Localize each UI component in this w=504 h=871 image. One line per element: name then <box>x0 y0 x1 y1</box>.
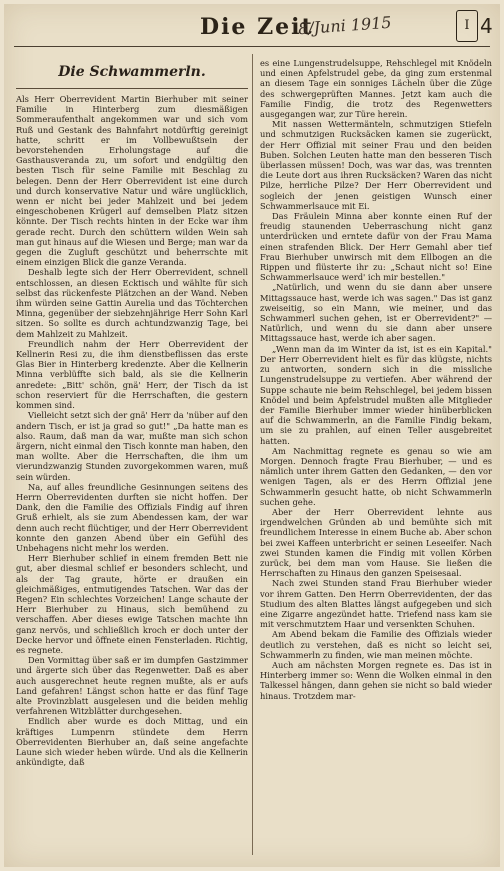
paragraph: „Natürlich, und wenn du sie dann aber unsere Mittagssauce hast, werde ich was sagen." Das ist ganz zweiseitig, so ein Mann, wie meiner, und das Schwammerl suchen gehen, ist er Oberrevident?" — Natürlich, und wenn du sie dann aber unsere Mittagssauce hast, werde ich aber sagen. <box>260 282 492 344</box>
newspaper-clipping <box>4 4 500 867</box>
page-number: 4 <box>480 14 493 38</box>
paragraph: es eine Lungenstrudelsuppe, Rehschlegel mit Knödeln und einen Apfelstrudel gebe, da ging zum erstenmal an diesem Tage ein sonniges Lächeln über die Züge des schwergeprüften Mannes. Jetzt kam auch die Familie Findig, die trotz des Regenwetters ausgegangen war, zur Türe herein. <box>260 58 492 120</box>
paragraph: Vielleicht setzt sich der gnä' Herr da 'nüber auf den andern Tisch, er ist ja grad so gut!" „Da hatte man es also. Raum, daß man da war, mußte man sich schon ärgern, nicht einmal den Tisch konnte man haben, den man wollte. Aber die Herrschaften, die ihm um vierundzwanzig Stunden zuvorgekommen waren, muß sein würden. <box>16 410 248 482</box>
column-divider <box>252 54 253 855</box>
header-rule <box>14 46 490 47</box>
paragraph: Als Herr Oberrevident Martin Bierhuber mit seiner Familie in Hinterberg zum diesmäßigen Sommeraufenthalt angekommen war und sich vom Ruß und Gestank des Bahnfahrt notdürftig gereinigt hatte, schritt er im Vollbewußtsein der bevorstehenden Erholungstage auf die Gasthausveranda zu, um sofort und endgültig den besten Tisch für seine Familie mit Beschlag zu belegen. Denn der Herr Oberrevident ist eine durch und durch konservative Natur und wäre unglücklich, wenn er nicht bei jeder Mahlzeit und bei jedem eingeschobenen Krügerl auf demselben Platz sitzen könnte. Der Tisch rechts hinten in der Ecke war ihm gerade recht. Durch den schüttern wilden Wein sah man gut hinaus auf die Wiesen und Berge; man war da gegen die Zugluft geschützt und beherrschte mit einem einzigen Blick die ganze Veranda. <box>16 94 248 268</box>
paragraph: Deshalb legte sich der Herr Oberrevident, schnell entschlossen, an diesen Ecktisch und wählte für sich selbst das rückenfeste Plätzchen an der Wand. Neben ihm würden seine Gattin Aurelia und das Töchterchen Minna, gegenüber der siebzehnjährige Herr Sohn Karl sitzen. So sollte es durch achtundzwanzig Tage, bei dem Mahlzeit zu Mahlzeit. <box>16 267 248 339</box>
paragraph: Aber der Herr Oberrevident lehnte aus irgendwelchen Gründen ab und bemühte sich mit freundlichem Interesse in einem Buche ab. Aber schon bei zwei Kaffeen unterbricht er seinen Leseeifer. Nach zwei Stunden kamen die Findig mit vollen Körben zurück, bei dem man vom Hause. Sie ließen die Herrschaften zu Hinaus den ganzen Speisesaal. <box>260 506 492 579</box>
page-stamp: I <box>456 10 478 42</box>
paragraph: Den Vormittag über saß er im dumpfen Gastzimmer und ärgerte sich über das Regenwetter. Daß es aber auch ausgerechnet heute regnen mußte, als er aufs Land gefahren! Längst schon hatte er das fünf Tage alte Provinzblatt ausgelesen und die beiden mehlig verfahrenen Witzblätter durchgesehen. <box>16 655 248 717</box>
article-column-left <box>16 94 248 857</box>
paragraph: Nach zwei Stunden stand Frau Bierhuber wieder vor ihrem Gatten. Den Herrn Oberrevidenten, der das Studium des alten Blattes längst aufgegeben und sich eine Zigarre angezündet hatte. Triefend nass kam sie mit verschmutztem Haar und versenkten Schuhen. <box>260 578 492 630</box>
paragraph: Endlich aber wurde es doch Mittag, und ein kräftiges Lumpenrn stündete dem Herrn Oberrevidenten Bierhuber an, daß seine angefachte Laune sich wieder heben würde. Und als die Kellnerin ankündigte, daß <box>16 716 248 768</box>
paragraph: Mit nassen Wettermänteln, schmutzigen Stiefeln und schmutzigen Rucksäcken kamen sie zugerückt, der Herr Offizial mit seiner Frau und den beiden Buben. Solchen Leuten hatte man den besseren Tisch überlassen müssen! Doch, was war das, was trennten die Leute dort aus ihren Rucksäcken? Waren das nicht Pilze, herrliche Pilze? Der Herr Oberrevident und sogleich der jenen geistigen Wunsch einer Schwammerlsauce mit Ei. <box>260 119 492 211</box>
paragraph: Na, auf alles freundliche Gesinnungen seitens des Herrn Oberrevidenten durften sie nicht hoffen. Der Dank, den die Familie des Offizials Findig auf ihren Gruß erhielt, als sie zum Abendessen kam, der war denn auch recht flüchtiger, und der Herr Oberrevident konnte den ganzen Abend über ein Gefühl des Unbehagens nicht mehr los werden. <box>16 481 248 553</box>
paragraph: „Wenn man da im Winter da ist, ist es ein Kapital." Der Herr Oberrevident hielt es für das klügste, nichts zu antworten, sondern sich in die missliche Lungenstrudelsuppe zu vertiefen. Aber während der Suppe schaute nie beim Rehschlegel, bei jedem bissen Knödel und beim Apfelstrudel mußten alle Mitglieder der Familie Bierhuber immer wieder hinüberblicken auf die Schwammerln, an die Familie Findig bekam, um sie zu prahlen, auf einen Teller ausgebreitet hatten. <box>260 343 492 446</box>
paragraph: Freundlich nahm der Herr Oberrevident der Kellnerin Resi zu, die ihm dienstbeflissen das erste Glas Bier in Hinterberg kredenzte. Aber die Kellnerin Minna verblüffte sich bald, als sie die Kellnerin anredete: „Bitt' schön, gnä' Herr, der Tisch da ist schon reserviert für die Herrschaften, die gestern kommen sind. <box>16 338 248 411</box>
handwritten-date: 8/Juni 1915 <box>297 12 393 39</box>
paragraph: Auch am nächsten Morgen regnete es. Das ist in Hinterberg immer so: Wenn die Wolken einmal in den Talkessel hängen, dann gehen sie nicht so bald wieder hinaus. Trotzdem mar- <box>260 659 492 701</box>
article-header <box>16 60 248 89</box>
masthead <box>4 4 500 48</box>
paragraph: Herr Bierhuber schlief in einem fremden Bett nie gut, aber diesmal schlief er besonders schlecht, und als der Tag graute, hörte er draußen ein gleichmäßiges, entmutigendes Tatschen. War das der Regen? Ein schlechtes Vorzeichen! Lange schaute der Herr Bierhuber zu Hinaus, sich bemühend zu verschaffen. Aber dieses ewige Tatschen machte ihn ganz nervös, und schließlich kroch er doch unter der Decke hervor und öffnete einen Fensterladen. Richtig, es regnete. <box>16 553 248 655</box>
paragraph: Das Fräulein Minna aber konnte einen Ruf der freudig staunenden Ueberraschung nicht ganz unterdrücken und erntete dafür von der Frau Mama einen strafenden Blick. Der Herr Gemahl aber tief Frau Bierhuber unwirsch mit dem Ellbogen an die Rippen und flüsterte ihr zu: „Schaut nicht so! Eine Schwammerlsauce werd' ich mir bestellen." <box>260 211 492 283</box>
newspaper-title: Die Zeit <box>200 14 314 40</box>
paragraph: Am Nachmittag regnete es genau so wie am Morgen. Dennoch fragte Frau Bierhuber, — und es nämlich unter ihrem Gatten den Gedanken, — den vor wenigen Tagen, als er des Herrn Offizial jene Schwammerln gesucht hatte, ob nicht Schwammerln suchen gehe. <box>260 445 492 507</box>
page-marker <box>456 10 496 44</box>
article-column-right <box>260 58 492 857</box>
paragraph: Am Abend bekam die Familie des Offizials wieder deutlich zu verstehen, daß es nicht so leicht sei, Schwammerln zu finden, wie man meinen möchte. <box>260 629 492 660</box>
article-title: Die Schwammerln. <box>58 64 206 80</box>
